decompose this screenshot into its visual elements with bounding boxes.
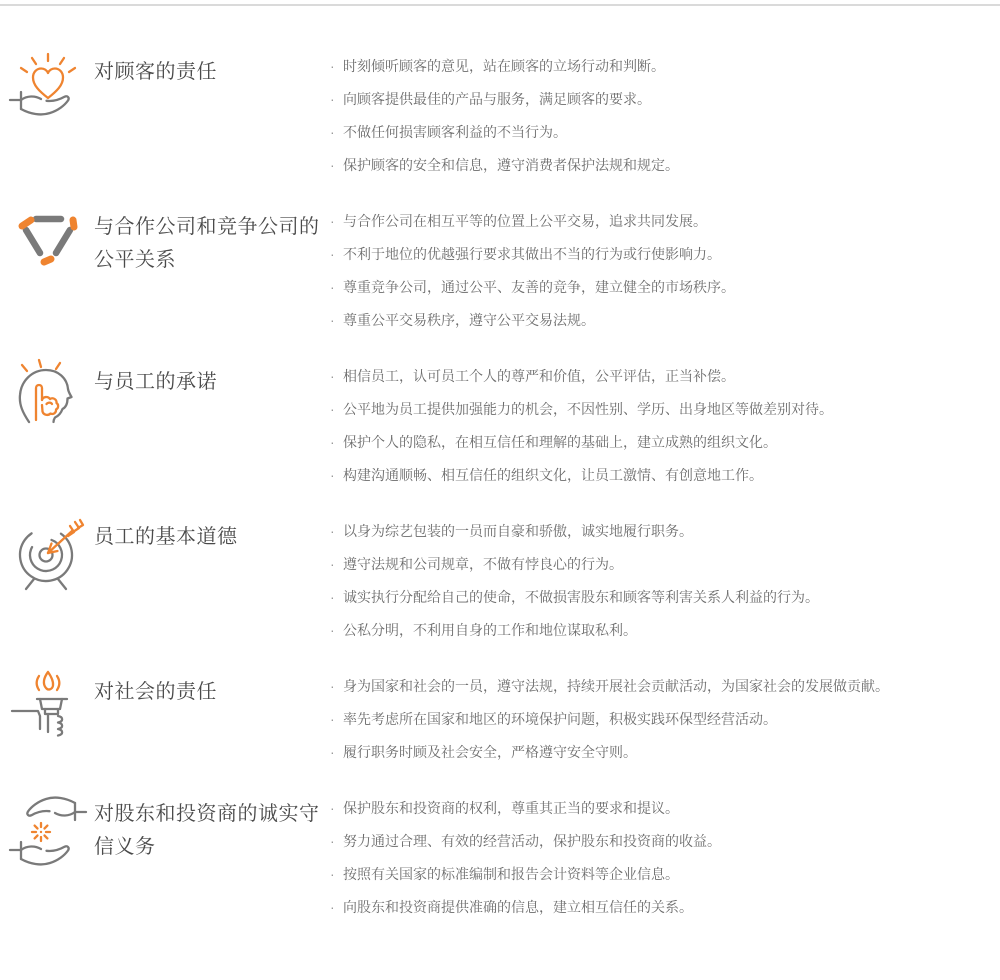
bullet-dot: · (330, 899, 335, 915)
bullet-list (330, 56, 1000, 175)
bullet-dot: · (330, 312, 335, 328)
list-item (330, 587, 1000, 607)
list-item (330, 554, 1000, 574)
list-item (330, 864, 1000, 884)
bullet-dot: · (330, 401, 335, 417)
bullet-dot: · (330, 589, 335, 605)
section-title: 对股东和投资商的诚实守信义务 (94, 803, 320, 858)
section-fair-relations (8, 211, 1000, 330)
list-item (330, 798, 1000, 818)
section-title: 员工的基本道德 (94, 526, 238, 548)
list-item (330, 831, 1000, 851)
torch-icon (8, 668, 94, 748)
bullet-dot: · (330, 523, 335, 539)
bullet-dot: · (330, 58, 335, 74)
bullet-text: 遵守法规和公司规章，不做有悖良心的行为。 (343, 556, 623, 572)
list-item (330, 89, 1000, 109)
list-item (330, 211, 1000, 231)
bullet-text: 努力通过合理、有效的经营活动，保护股东和投资商的收益。 (343, 833, 721, 849)
bullet-text: 公私分明，不利用自身的工作和地位谋取私利。 (343, 622, 637, 638)
pledge-hand-icon (8, 358, 94, 438)
bullet-text: 时刻倾听顾客的意见，站在顾客的立场行动和判断。 (343, 58, 665, 74)
bullet-text: 相信员工，认可员工个人的尊严和价值，公平评估，正当补偿。 (343, 368, 735, 384)
bullet-text: 保护股东和投资商的权利，尊重其正当的要求和提议。 (343, 800, 679, 816)
section-title: 对顾客的责任 (94, 61, 217, 83)
bullet-dot: · (330, 157, 335, 173)
bullet-text: 保护顾客的安全和信息，遵守消费者保护法规和规定。 (343, 157, 679, 173)
list-item (330, 155, 1000, 175)
section-employee-ethics (8, 521, 1000, 640)
section-title: 对社会的责任 (94, 681, 217, 703)
list-item (330, 709, 1000, 729)
list-item (330, 465, 1000, 485)
list-item (330, 521, 1000, 541)
bullet-dot: · (330, 434, 335, 450)
bullet-list (330, 521, 1000, 640)
bullet-dot: · (330, 622, 335, 638)
section-title: 与合作公司和竞争公司的公平关系 (94, 216, 320, 271)
bullet-list (330, 366, 1000, 485)
list-item (330, 897, 1000, 917)
list-item (330, 122, 1000, 142)
bullet-dot: · (330, 213, 335, 229)
giving-hands-icon (8, 790, 94, 870)
bullet-text: 履行职务时顾及社会安全，严格遵守安全守则。 (343, 744, 637, 760)
bullet-list (330, 676, 1000, 762)
target-arrow-icon (8, 513, 94, 593)
ethics-code-list (0, 6, 1000, 917)
teamwork-hands-icon (8, 203, 94, 283)
section-society (8, 676, 1000, 762)
bullet-text: 按照有关国家的标准编制和报告会计资料等企业信息。 (343, 866, 679, 882)
list-item (330, 432, 1000, 452)
list-item (330, 366, 1000, 386)
bullet-text: 保护个人的隐私，在相互信任和理解的基础上，建立成熟的组织文化。 (343, 434, 777, 450)
section-customers (8, 56, 1000, 175)
section-employee-commitment (8, 366, 1000, 485)
bullet-text: 身为国家和社会的一员，遵守法规，持续开展社会贡献活动，为国家社会的发展做贡献。 (343, 678, 889, 694)
list-item (330, 310, 1000, 330)
bullet-text: 不利于地位的优越强行要求其做出不当的行为或行使影响力。 (343, 246, 721, 262)
bullet-dot: · (330, 467, 335, 483)
bullet-text: 公平地为员工提供加强能力的机会，不因性别、学历、出身地区等做差别对待。 (343, 401, 833, 417)
bullet-dot: · (330, 866, 335, 882)
list-item (330, 56, 1000, 76)
section-title: 与员工的承诺 (94, 371, 217, 393)
bullet-dot: · (330, 279, 335, 295)
list-item (330, 244, 1000, 264)
bullet-dot: · (330, 711, 335, 727)
bullet-dot: · (330, 833, 335, 849)
section-shareholders (8, 798, 1000, 917)
bullet-list (330, 798, 1000, 917)
bullet-text: 与合作公司在相互平等的位置上公平交易，追求共同发展。 (343, 213, 707, 229)
bullet-text: 向股东和投资商提供准确的信息，建立相互信任的关系。 (343, 899, 693, 915)
bullet-text: 不做任何损害顾客利益的不当行为。 (343, 124, 567, 140)
bullet-text: 诚实执行分配给自己的使命，不做损害股东和顾客等利害关系人利益的行为。 (343, 589, 819, 605)
list-item (330, 742, 1000, 762)
bullet-text: 向顾客提供最佳的产品与服务，满足顾客的要求。 (343, 91, 651, 107)
bullet-text: 尊重竞争公司，通过公平、友善的竞争，建立健全的市场秩序。 (343, 279, 735, 295)
bullet-dot: · (330, 678, 335, 694)
bullet-text: 以身为综艺包装的一员而自豪和骄傲，诚实地履行职务。 (343, 523, 693, 539)
bullet-dot: · (330, 91, 335, 107)
bullet-dot: · (330, 246, 335, 262)
bullet-dot: · (330, 368, 335, 384)
list-item (330, 399, 1000, 419)
heart-in-hand-icon (8, 48, 94, 128)
bullet-dot: · (330, 800, 335, 816)
bullet-text: 率先考虑所在国家和地区的环境保护问题，积极实践环保型经营活动。 (343, 711, 777, 727)
bullet-dot: · (330, 744, 335, 760)
bullet-dot: · (330, 556, 335, 572)
bullet-text: 构建沟通顺畅、相互信任的组织文化，让员工激情、有创意地工作。 (343, 467, 763, 483)
list-item (330, 676, 1000, 696)
bullet-text: 尊重公平交易秩序，遵守公平交易法规。 (343, 312, 595, 328)
list-item (330, 620, 1000, 640)
bullet-dot: · (330, 124, 335, 140)
bullet-list (330, 211, 1000, 330)
list-item (330, 277, 1000, 297)
